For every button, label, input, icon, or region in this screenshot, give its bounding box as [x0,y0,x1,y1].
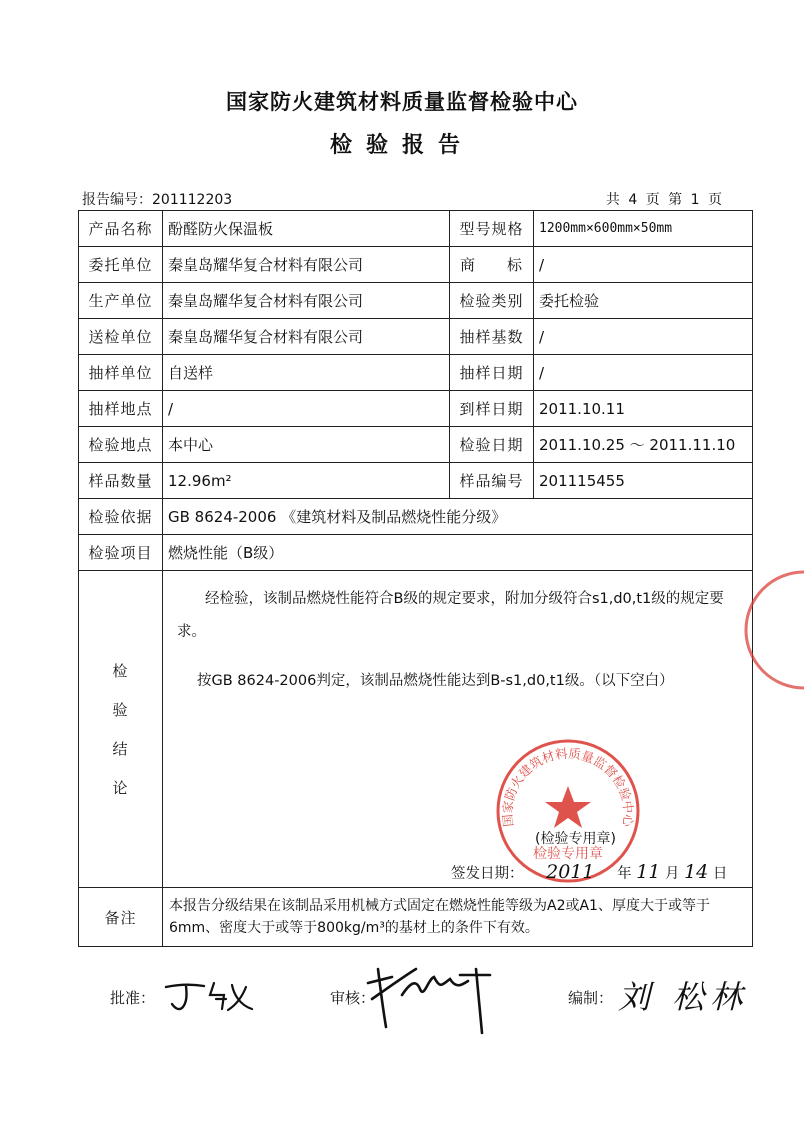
org-title: 国家防火建筑材料质量监督检验中心 [226,90,578,114]
table-row [79,888,753,947]
basis-label: 检验依据 [79,499,163,535]
conclusion-body [163,571,753,888]
seal-ring-text: 国家防火建筑材料质量监督检验中心 [499,745,637,828]
quantity-label: 样品数量 [79,463,163,499]
issue-date-label: 签发日期： [451,866,524,882]
table-row [79,355,753,391]
conclusion-label-char: 结 [112,740,129,758]
page-info: 共 4 页 第 1 页 [605,192,724,208]
star-icon [545,786,591,828]
table-row [79,283,753,319]
producer-label: 生产单位 [79,283,163,319]
basis-value: GB 8624-2006 《建筑材料及制品燃烧性能分级》 [163,499,753,535]
compiler-signature: 刘 松林 [618,978,749,1016]
issue-date-month-unit: 月 [664,866,680,882]
report-table [78,210,753,947]
seal-bottom-text: 检验专用章 [533,846,603,862]
producer-value: 秦皇岛耀华复合材料有限公司 [163,283,450,319]
edge-seal-fragment [744,560,804,700]
table-row [79,391,753,427]
sender-value: 秦皇岛耀华复合材料有限公司 [163,319,450,355]
issue-date-day-unit: 日 [712,866,728,882]
table-row [79,535,753,571]
sample-number-label: 样品编号 [450,463,534,499]
compile-label: 编制： [568,989,614,1007]
reviewer-signature [362,955,502,1035]
table-row [79,499,753,535]
issue-date-day: 14 [684,861,709,883]
seal-label: (检验专用章) [535,831,616,847]
sample-place-label: 抽样地点 [79,391,163,427]
table-row [79,319,753,355]
sample-number-value: 201115455 [534,463,753,499]
brand-label: 商标 [450,247,534,283]
sample-place-value: / [163,391,450,427]
sample-base-value: / [534,319,753,355]
table-row [79,211,753,247]
item-value: 燃烧性能（B级） [163,535,753,571]
sampler-label: 抽样单位 [79,355,163,391]
sample-date-value: / [534,355,753,391]
client-value: 秦皇岛耀华复合材料有限公司 [163,247,450,283]
arrival-date-label: 到样日期 [450,391,534,427]
test-date-value: 2011.10.25 ～ 2011.11.10 [534,427,753,463]
conclusion-label-char: 验 [112,701,129,719]
remarks-label: 备注 [79,888,163,947]
table-row [79,463,753,499]
conclusion-label-char: 检 [112,662,129,680]
remarks-text: 本报告分级结果在该制品采用机械方式固定在燃烧性能等级为A2或A1、厚度大于或等于6mm、密度大于或等于800kg/m³的基材上的条件下有效。 [163,888,753,947]
issue-date-year-unit: 年 [617,866,632,882]
client-label: 委托单位 [79,247,163,283]
table-row [79,247,753,283]
conclusion-label-char: 论 [112,779,129,797]
conclusion-label [79,571,163,888]
quantity-value: 12.96m² [163,463,450,499]
product-name-value: 酚醛防火保温板 [163,211,450,247]
approver-signature [160,975,260,1015]
report-number: 报告编号：201112203 [82,192,233,208]
test-type-value: 委托检验 [534,283,753,319]
test-place-value: 本中心 [163,427,450,463]
table-row [79,571,753,888]
approve-label: 批准： [110,989,156,1007]
test-place-label: 检验地点 [79,427,163,463]
model-value: 1200mm×600mm×50mm [534,211,753,247]
test-type-label: 检验类别 [450,283,534,319]
arrival-date-value: 2011.10.11 [534,391,753,427]
brand-value: / [534,247,753,283]
issue-date-year: 2011 [546,861,595,883]
product-name-label: 产品名称 [79,211,163,247]
sample-base-label: 抽样基数 [450,319,534,355]
document-title: 检验报告 [329,133,474,158]
table-row [79,427,753,463]
conclusion-paragraph-2: 按GB 8624-2006判定，该制品燃烧性能达到B-s1,d0,t1级。（以下空白） [197,673,674,689]
review-label: 审核： [330,989,376,1007]
issue-date [451,861,727,883]
conclusion-paragraph-1: 经检验，该制品燃烧性能符合B级的规定要求，附加分级符合s1,d0,t1级的规定要求。 [177,591,724,640]
sender-label: 送检单位 [79,319,163,355]
sample-date-label: 抽样日期 [450,355,534,391]
item-label: 检验项目 [79,535,163,571]
sampler-value: 自送样 [163,355,450,391]
test-date-label: 检验日期 [450,427,534,463]
model-label: 型号规格 [450,211,534,247]
issue-date-month: 11 [636,861,661,883]
